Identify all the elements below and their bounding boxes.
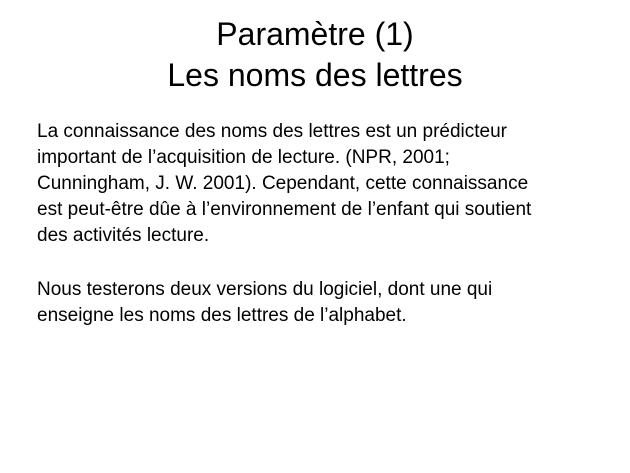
paragraph-1-line: des activités lecture. — [37, 225, 210, 246]
slide-body — [37, 119, 597, 357]
paragraph-2-line: Nous testerons deux versions du logiciel, dont une qui — [37, 279, 493, 300]
slide-title-line-2: Les noms des lettres — [167, 57, 463, 93]
paragraph-1-line: important de l’acquisition de lecture. (NPR, 2001; — [37, 147, 450, 168]
slide-title-line-1: Paramètre (1) — [216, 16, 414, 52]
paragraph-1 — [37, 119, 597, 249]
paragraph-1-line: La connaissance des noms des lettres est un prédicteur — [37, 121, 507, 142]
slide-title — [0, 14, 630, 96]
paragraph-2-line: enseigne les noms des lettres de l’alphabet. — [37, 305, 407, 326]
paragraph-1-line: est peut-être dûe à l’environnement de l’enfant qui soutient — [37, 199, 532, 220]
paragraph-1-line: Cunningham, J. W. 2001). Cependant, cette connaissance — [37, 173, 529, 194]
paragraph-2 — [37, 277, 597, 329]
